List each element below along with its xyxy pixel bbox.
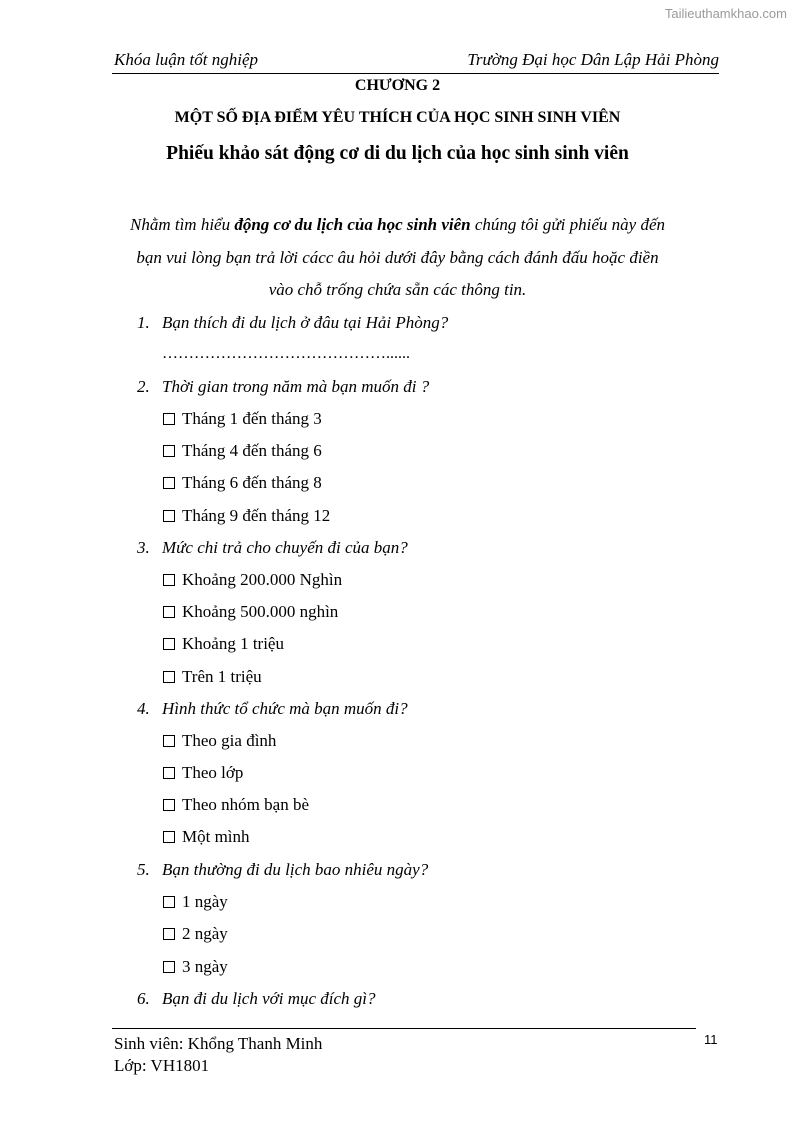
question-number: 5. (137, 860, 150, 879)
option-label: Tháng 9 đến tháng 12 (182, 506, 331, 525)
checkbox[interactable] (163, 896, 175, 908)
option-label: 2 ngày (182, 924, 228, 943)
checkbox[interactable] (163, 510, 175, 522)
footer-rule (112, 1028, 696, 1029)
checkbox[interactable] (163, 445, 175, 457)
option (163, 634, 284, 654)
option-label: Theo lớp (182, 763, 244, 782)
intro-text: chúng tôi gửi phiếu này đến (470, 215, 665, 234)
option-label: Khoảng 1 triệu (182, 634, 284, 653)
checkbox[interactable] (163, 928, 175, 940)
option-label: Trên 1 triệu (182, 667, 262, 686)
checkbox[interactable] (163, 767, 175, 779)
option-label: 3 ngày (182, 957, 228, 976)
question-text: Thời gian trong năm mà bạn muốn đi ? (162, 377, 430, 396)
option-label: Khoảng 200.000 Nghìn (182, 570, 343, 589)
header-rule (112, 73, 719, 74)
checkbox[interactable] (163, 961, 175, 973)
intro-text: Nhằm tìm hiểu (129, 215, 235, 234)
option-label: Tháng 1 đến tháng 3 (182, 409, 322, 428)
option-label: 1 ngày (182, 892, 228, 911)
option (163, 409, 322, 429)
answer-blank: ……………………………………...... (162, 345, 410, 362)
intro-line-1 (0, 215, 795, 235)
question-text: Bạn thường đi du lịch bao nhiêu ngày? (162, 860, 429, 879)
intro-emphasis: động cơ du lịch của học sinh viên (234, 215, 471, 234)
checkbox[interactable] (163, 574, 175, 586)
question-number: 3. (137, 538, 150, 557)
option (163, 570, 342, 590)
option (163, 667, 262, 687)
option (163, 924, 228, 944)
question-number: 6. (137, 989, 150, 1008)
option-label: Tháng 4 đến tháng 6 (182, 441, 322, 460)
checkbox[interactable] (163, 671, 175, 683)
checkbox[interactable] (163, 831, 175, 843)
checkbox[interactable] (163, 413, 175, 425)
option (163, 602, 338, 622)
header-left: Khóa luận tốt nghiệp (114, 50, 259, 69)
checkbox[interactable] (163, 638, 175, 650)
footer-class: Lớp: VH1801 (114, 1056, 210, 1075)
option-label: Theo gia đình (182, 731, 277, 750)
checkbox[interactable] (163, 477, 175, 489)
option-label: Tháng 6 đến tháng 8 (182, 473, 322, 492)
option (163, 731, 276, 751)
checkbox[interactable] (163, 735, 175, 747)
intro-line-3: vào chỗ trống chứa sẵn các thông tin. (268, 280, 527, 299)
option (163, 506, 330, 526)
header-right: Trường Đại học Dân Lập Hải Phòng (467, 50, 719, 69)
question-number: 4. (137, 699, 150, 718)
question-text: Bạn thích đi du lịch ở đâu tại Hải Phòng? (162, 313, 449, 332)
question-text: Hình thức tổ chức mà bạn muốn đi? (162, 699, 408, 718)
option (163, 957, 228, 977)
chapter-heading: CHƯƠNG 2 (354, 77, 441, 94)
option (163, 473, 322, 493)
page-number: 11 (704, 1032, 718, 1047)
option (163, 441, 322, 461)
option (163, 763, 243, 783)
checkbox[interactable] (163, 606, 175, 618)
question-text: Bạn đi du lịch với mục đích gì? (162, 989, 376, 1008)
option-label: Một mình (182, 827, 250, 846)
option (163, 892, 228, 912)
question-text: Mức chi trả cho chuyến đi của bạn? (162, 538, 408, 557)
option (163, 795, 309, 815)
option-label: Theo nhóm bạn bè (182, 795, 309, 814)
watermark: Tailieuthamkhao.com (664, 6, 787, 21)
footer-student: Sinh viên: Khổng Thanh Minh (114, 1034, 323, 1053)
intro-line-2: bạn vui lòng bạn trả lời cácc âu hỏi dưới đây bằng cách đánh đấu hoặc điền (136, 248, 659, 267)
option (163, 827, 250, 847)
question-number: 1. (137, 313, 150, 332)
checkbox[interactable] (163, 799, 175, 811)
survey-title: Phiếu khảo sát động cơ di du lịch của học sinh sinh viên (166, 143, 629, 164)
question-number: 2. (137, 377, 150, 396)
chapter-title: MỘT SỐ ĐỊA ĐIỂM YÊU THÍCH CỦA HỌC SINH SINH VIÊN (174, 109, 621, 126)
option-label: Khoảng 500.000 nghìn (182, 602, 339, 621)
